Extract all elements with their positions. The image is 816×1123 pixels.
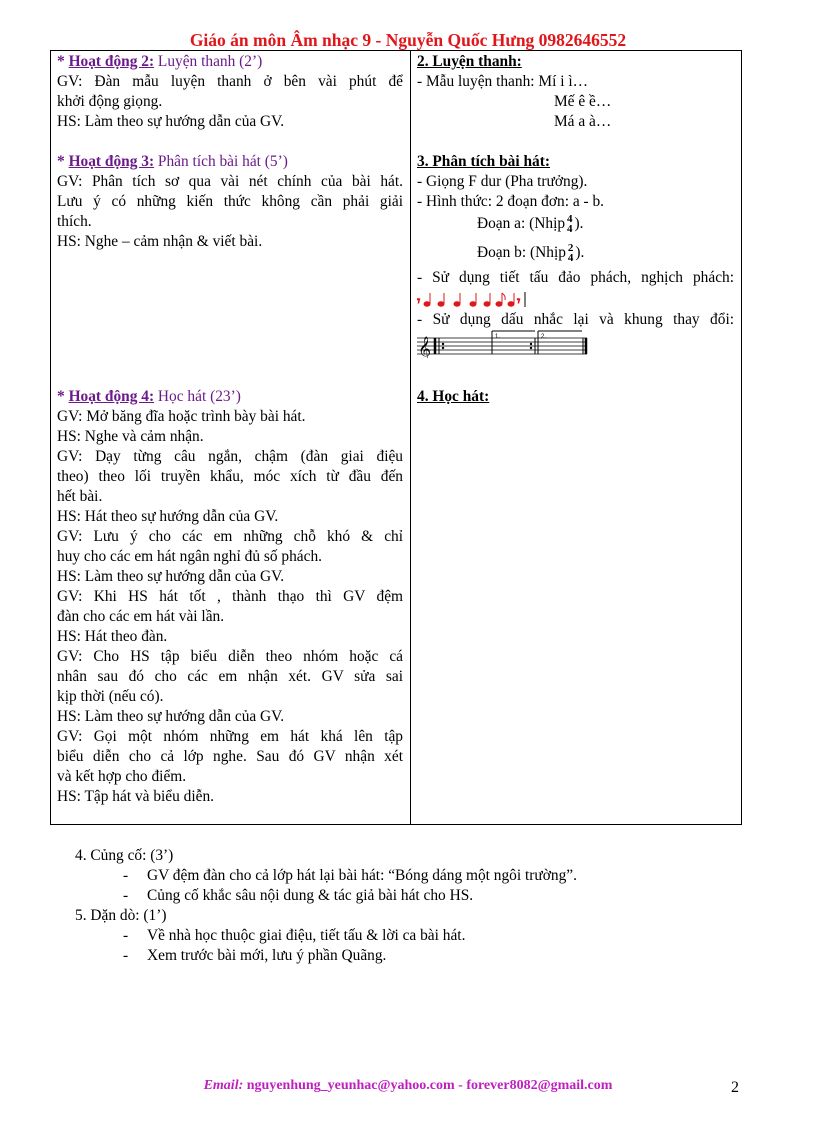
staff-repeat-icon xyxy=(417,330,592,358)
list-item: - GV đệm đàn cho cả lớp hát lại bài hát: “Bóng dáng một ngôi trường”. xyxy=(123,867,577,884)
time-signature-b: 2 4 xyxy=(567,242,574,265)
section-warmup: 2. Luyện thanh: - Mẫu luyện thanh: Mí i ì… Mế ê ề… Má a à… xyxy=(417,53,612,130)
svg-text:𝄞: 𝄞 xyxy=(418,337,432,358)
email-addresses[interactable]: nguyenhung_yeunhac@yahoo.com - forever8082@gmail.com xyxy=(243,1078,613,1093)
list-item: - Về nhà học thuộc giai điệu, tiết tấu & lời ca bài hát. xyxy=(123,927,466,944)
activity-2: * Hoạt động 2: Luyện thanh (2’) GV: Đàn mẫu luyện thanh ở bên vài phút để khởi động giọng. HS: Làm theo sự hướng dẫn của GV. xyxy=(57,53,403,130)
rhythm-notes-icon xyxy=(417,288,537,310)
list-item: - Xem trước bài mới, lưu ý phần Quãng. xyxy=(123,947,387,964)
list-item: - Củng cố khắc sâu nội dung & tác giả bài hát cho HS. xyxy=(123,887,474,904)
svg-text:2.: 2. xyxy=(541,334,547,340)
svg-text:1.: 1. xyxy=(495,334,501,340)
activity-4: * Hoạt động 4: Học hát (23’) GV: Mở băng đĩa hoặc trình bày bài hát. HS: Nghe và cảm nhận. GV: Dạy từng câu ngắn, chậm (đàn giai điệu theo) theo lối truyền khẩu, móc xích từ đầu đến hết bài. HS: Hát theo sự hướng dẫn của GV. GV: Lưu ý cho các em những chỗ khó & chỉ huy cho các em hát ngân nghỉ đủ số phách. HS: Làm theo sự hướng dẫn của GV. GV: Khi HS hát tốt , thành thạo thì GV đệm đàn cho các em hát vài lần. HS: Hát theo đàn. GV: Cho HS tập biểu diễn theo nhóm hoặc cá nhân sau đó cho các em nhận xét. GV sửa sai kịp thời (nếu có). HS: Làm theo sự hướng dẫn của GV. GV: Gọi một nhóm những em hát khá lên tập biểu diễn cho cả lớp nghe. Sau đó GV nhận xét và kết hợp cho điểm. HS: Tập hát và biểu diễn. xyxy=(57,388,403,805)
email-label: Email: xyxy=(203,1078,244,1093)
homework-heading: 5. Dặn dò: (1’) xyxy=(75,907,167,924)
page-footer xyxy=(0,1078,816,1094)
svg-text:𝄾: 𝄾 xyxy=(517,294,521,308)
rhythm-notation xyxy=(417,288,734,310)
page-number: 2 xyxy=(731,1079,739,1096)
section-analysis: 3. Phân tích bài hát: - Giọng F dur (Pha trưởng). - Hình thức: 2 đoạn đơn: a - b. Đoạn a: (Nhịp 4 4 ). Đoạn b: (Nhịp 2 4 ). - Sử dụng tiết tấu đảo phách, nghịch phách: 𝄾 𝄾 - Sử dụng dấu nhắc lại và khung thay đổi: 𝄞 1. 2. xyxy=(417,152,734,356)
repeat-staff xyxy=(417,330,734,356)
lesson-table xyxy=(50,50,742,825)
activity-3: * Hoạt động 3: Phân tích bài hát (5’) GV: Phân tích sơ qua vài nét chính của bài hát. Lưu ý có những kiến thức không cần phải giải thích. HS: Nghe – cảm nhận & viết bài. xyxy=(57,153,403,250)
time-signature-a: 4 4 xyxy=(567,213,573,236)
svg-text:𝄾: 𝄾 xyxy=(417,294,421,308)
page-header: Giáo án môn Âm nhạc 9 - Nguyễn Quốc Hưng 0982646552 xyxy=(189,30,627,50)
section-learn-song: 4. Học hát: xyxy=(417,388,490,405)
column-divider xyxy=(410,51,411,824)
consolidation-heading: 4. Củng cố: (3’) xyxy=(75,847,174,864)
summary-list xyxy=(75,846,577,966)
